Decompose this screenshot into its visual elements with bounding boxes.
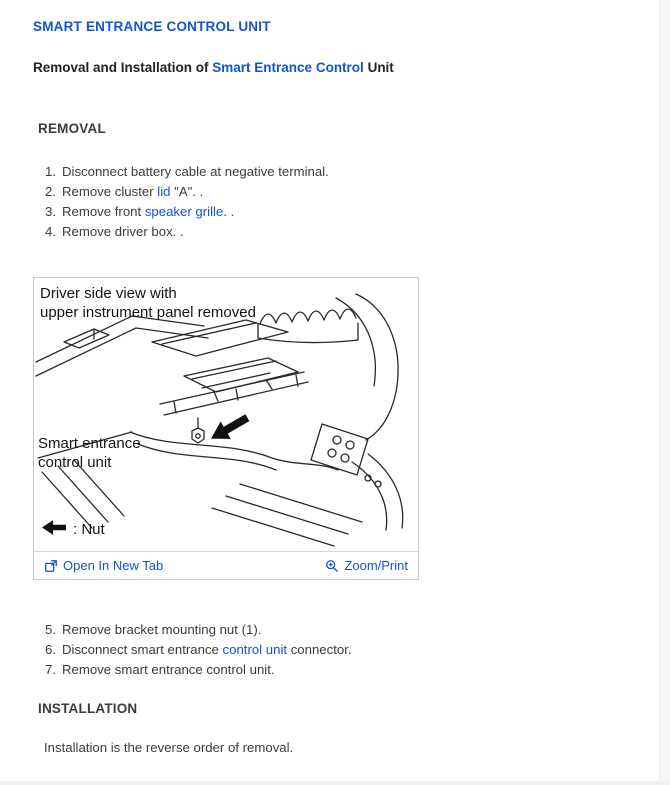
figure-label bbox=[38, 434, 141, 472]
list-item bbox=[38, 202, 329, 222]
installation-body: Installation is the reverse order of removal. bbox=[44, 740, 294, 755]
step-text: "A". . bbox=[170, 184, 204, 199]
step-text: Remove front bbox=[62, 204, 145, 219]
step-text-wrap bbox=[62, 202, 234, 222]
subtitle-link[interactable]: Smart Entrance Control bbox=[212, 60, 364, 75]
zoom-print-label: Zoom/Print bbox=[344, 558, 408, 573]
step-link[interactable]: speaker grille bbox=[144, 204, 224, 219]
list-item bbox=[38, 162, 329, 182]
step-text-wrap bbox=[62, 182, 203, 202]
list-item bbox=[38, 182, 329, 202]
step-number: 6. bbox=[45, 642, 56, 657]
figure-toolbar bbox=[34, 551, 418, 579]
figure-legend bbox=[42, 520, 105, 539]
list-item bbox=[38, 620, 352, 640]
step-text: Disconnect battery cable at negative terminal. bbox=[62, 164, 329, 179]
figure-caption-line1: Driver side view with bbox=[40, 285, 177, 302]
removal-steps-list bbox=[38, 162, 329, 242]
step-number: 3. bbox=[45, 204, 56, 219]
pointer-arrow-icon bbox=[206, 409, 252, 447]
open-in-new-tab-label: Open In New Tab bbox=[63, 558, 164, 573]
figure-illustration bbox=[34, 278, 418, 551]
step-text-wrap bbox=[62, 620, 261, 640]
figure-caption-line2: upper instrument panel removed bbox=[40, 304, 256, 321]
subtitle-suffix: Unit bbox=[363, 60, 394, 75]
step-text-wrap bbox=[62, 222, 184, 242]
vertical-scrollbar[interactable] bbox=[659, 0, 670, 785]
step-text: Remove smart entrance control unit. bbox=[62, 662, 275, 677]
zoom-print-link[interactable] bbox=[325, 558, 408, 573]
open-in-new-tab-link[interactable] bbox=[44, 558, 163, 573]
step-text-wrap bbox=[62, 660, 275, 680]
zoom-icon bbox=[325, 559, 339, 573]
step-text-wrap bbox=[62, 640, 352, 660]
figure-label-line2: control unit bbox=[38, 454, 112, 471]
legend-text: : Nut bbox=[73, 521, 105, 538]
step-text: Remove cluster bbox=[62, 184, 158, 199]
step-text: Remove bracket mounting nut (1). bbox=[62, 622, 262, 637]
step-number: 7. bbox=[45, 662, 56, 677]
figure-caption bbox=[40, 284, 256, 322]
open-in-new-tab-icon bbox=[44, 559, 58, 573]
nut-arrow-icon bbox=[42, 520, 66, 539]
step-text: Remove driver box. . bbox=[62, 224, 184, 239]
doc-subtitle bbox=[33, 60, 394, 75]
list-item bbox=[38, 640, 352, 660]
subtitle-prefix: Removal and Installation of bbox=[33, 60, 213, 75]
step-link[interactable]: control unit bbox=[222, 642, 288, 657]
step-number: 5. bbox=[45, 622, 56, 637]
figure-panel bbox=[33, 277, 419, 580]
step-number: 4. bbox=[45, 224, 56, 239]
step-number: 2. bbox=[45, 184, 56, 199]
horizontal-scrollbar[interactable] bbox=[0, 781, 670, 785]
installation-heading: INSTALLATION bbox=[38, 701, 138, 716]
removal-steps-list-continued bbox=[38, 620, 352, 680]
step-link[interactable]: lid bbox=[157, 184, 171, 199]
step-text: Disconnect smart entrance bbox=[62, 642, 223, 657]
step-text: connector. bbox=[287, 642, 352, 657]
step-number: 1. bbox=[45, 164, 56, 179]
step-text-wrap bbox=[62, 162, 329, 182]
page-title: SMART ENTRANCE CONTROL UNIT bbox=[33, 19, 271, 34]
step-text: . . bbox=[223, 204, 235, 219]
figure-label-line1: Smart entrance bbox=[38, 435, 141, 452]
list-item bbox=[38, 660, 352, 680]
removal-heading: REMOVAL bbox=[38, 121, 106, 136]
list-item bbox=[38, 222, 329, 242]
